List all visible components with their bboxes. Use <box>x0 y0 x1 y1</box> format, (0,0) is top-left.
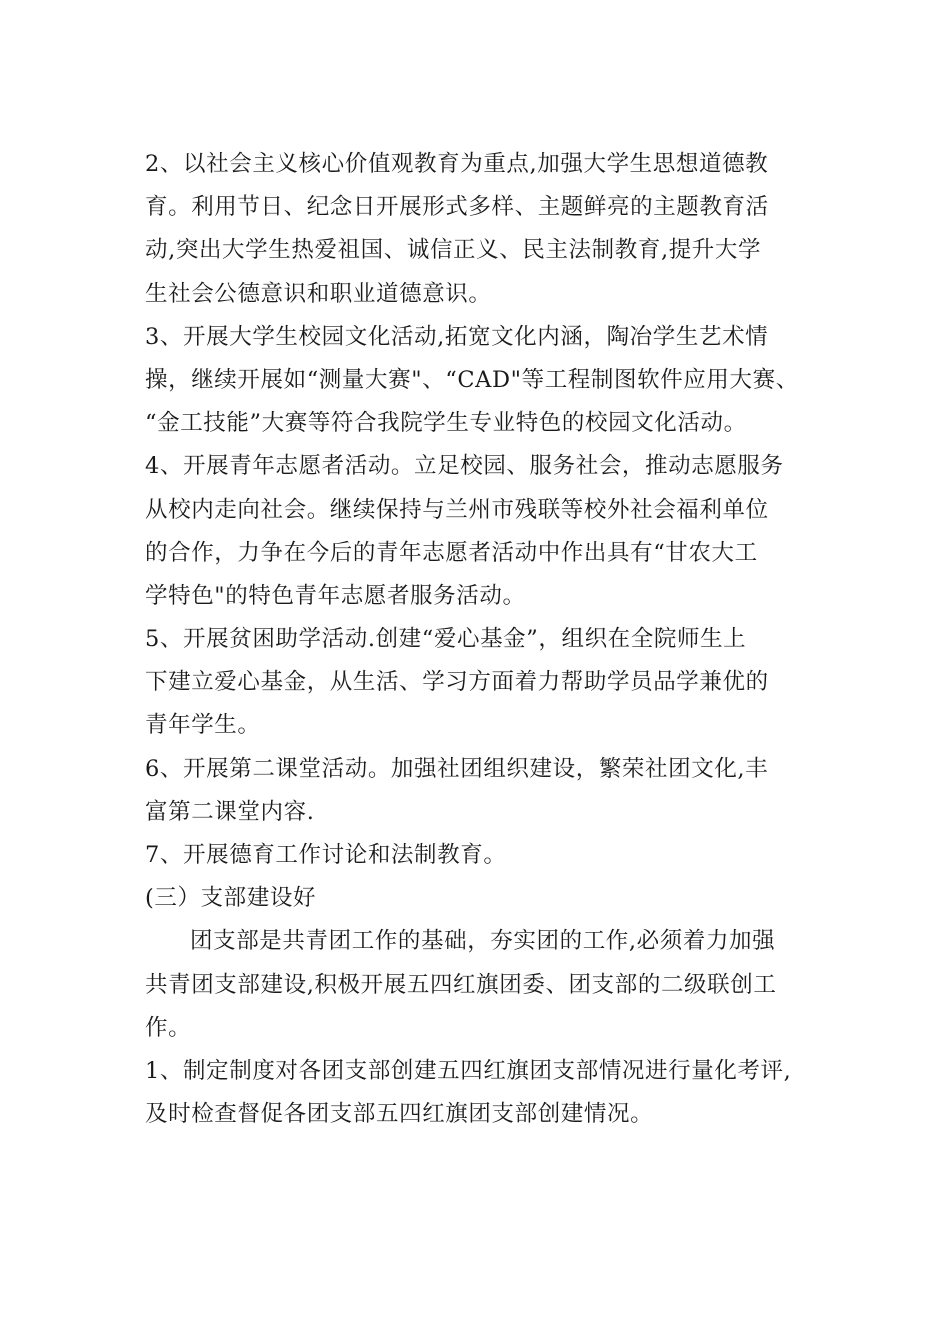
text-line: 富第二课堂内容. <box>145 798 315 825</box>
text-line: 育。利用节日、纪念日开展形式多样、主题鲜亮的主题教育活 <box>145 194 769 221</box>
text-line: 团支部是共青团工作的基础，夯实团的工作,必须着力加强 <box>190 928 776 955</box>
section-heading: (三）支部建设好 <box>145 885 317 912</box>
text-line: 操，继续开展如“测量大赛"、“CAD"等工程制图软件应用大赛、 <box>145 366 799 393</box>
text-line: 4、开展青年志愿者活动。立足校园、服务社会，推动志愿服务 <box>145 453 784 480</box>
document-body <box>145 143 815 1136</box>
text-line: 动,突出大学生热爱祖国、诚信正义、民主法制教育,提升大学 <box>145 237 762 264</box>
text-line: 生社会公德意识和职业道德意识。 <box>145 280 492 307</box>
text-line: 1、制定制度对各团支部创建五四红旗团支部情况进行量化考评, <box>145 1057 792 1084</box>
text-line: 5、开展贫困助学活动.创建“爱心基金”，组织在全院师生上 <box>145 626 747 653</box>
text-line: 的合作，力争在今后的青年志愿者活动中作出具有“甘农大工 <box>145 539 758 566</box>
text-line: 青年学生。 <box>145 712 261 739</box>
text-line: “金工技能”大赛等符合我院学生专业特色的校园文化活动。 <box>145 410 747 437</box>
text-line: 7、开展德育工作讨论和法制教育。 <box>145 842 507 868</box>
text-line: 从校内走向社会。继续保持与兰州市残联等校外社会福利单位 <box>145 496 769 523</box>
text-line: 下建立爱心基金，从生活、学习方面着力帮助学员品学兼优的 <box>145 669 769 696</box>
text-line: 2、以社会主义核心价值观教育为重点,加强大学生思想道德教 <box>145 151 769 177</box>
text-line: 共青团支部建设,积极开展五四红旗团委、团支部的二级联创工 <box>145 971 777 998</box>
text-line: 3、开展大学生校园文化活动,拓宽文化内涵，陶冶学生艺术情 <box>145 323 769 350</box>
text-line: 及时检查督促各团支部五四红旗团支部创建情况。 <box>145 1101 654 1128</box>
text-line: 作。 <box>145 1014 192 1041</box>
text-line: 学特色"的特色青年志愿者服务活动。 <box>145 582 526 609</box>
text-line: 6、开展第二课堂活动。加强社团组织建设，繁荣社团文化,丰 <box>145 755 769 782</box>
